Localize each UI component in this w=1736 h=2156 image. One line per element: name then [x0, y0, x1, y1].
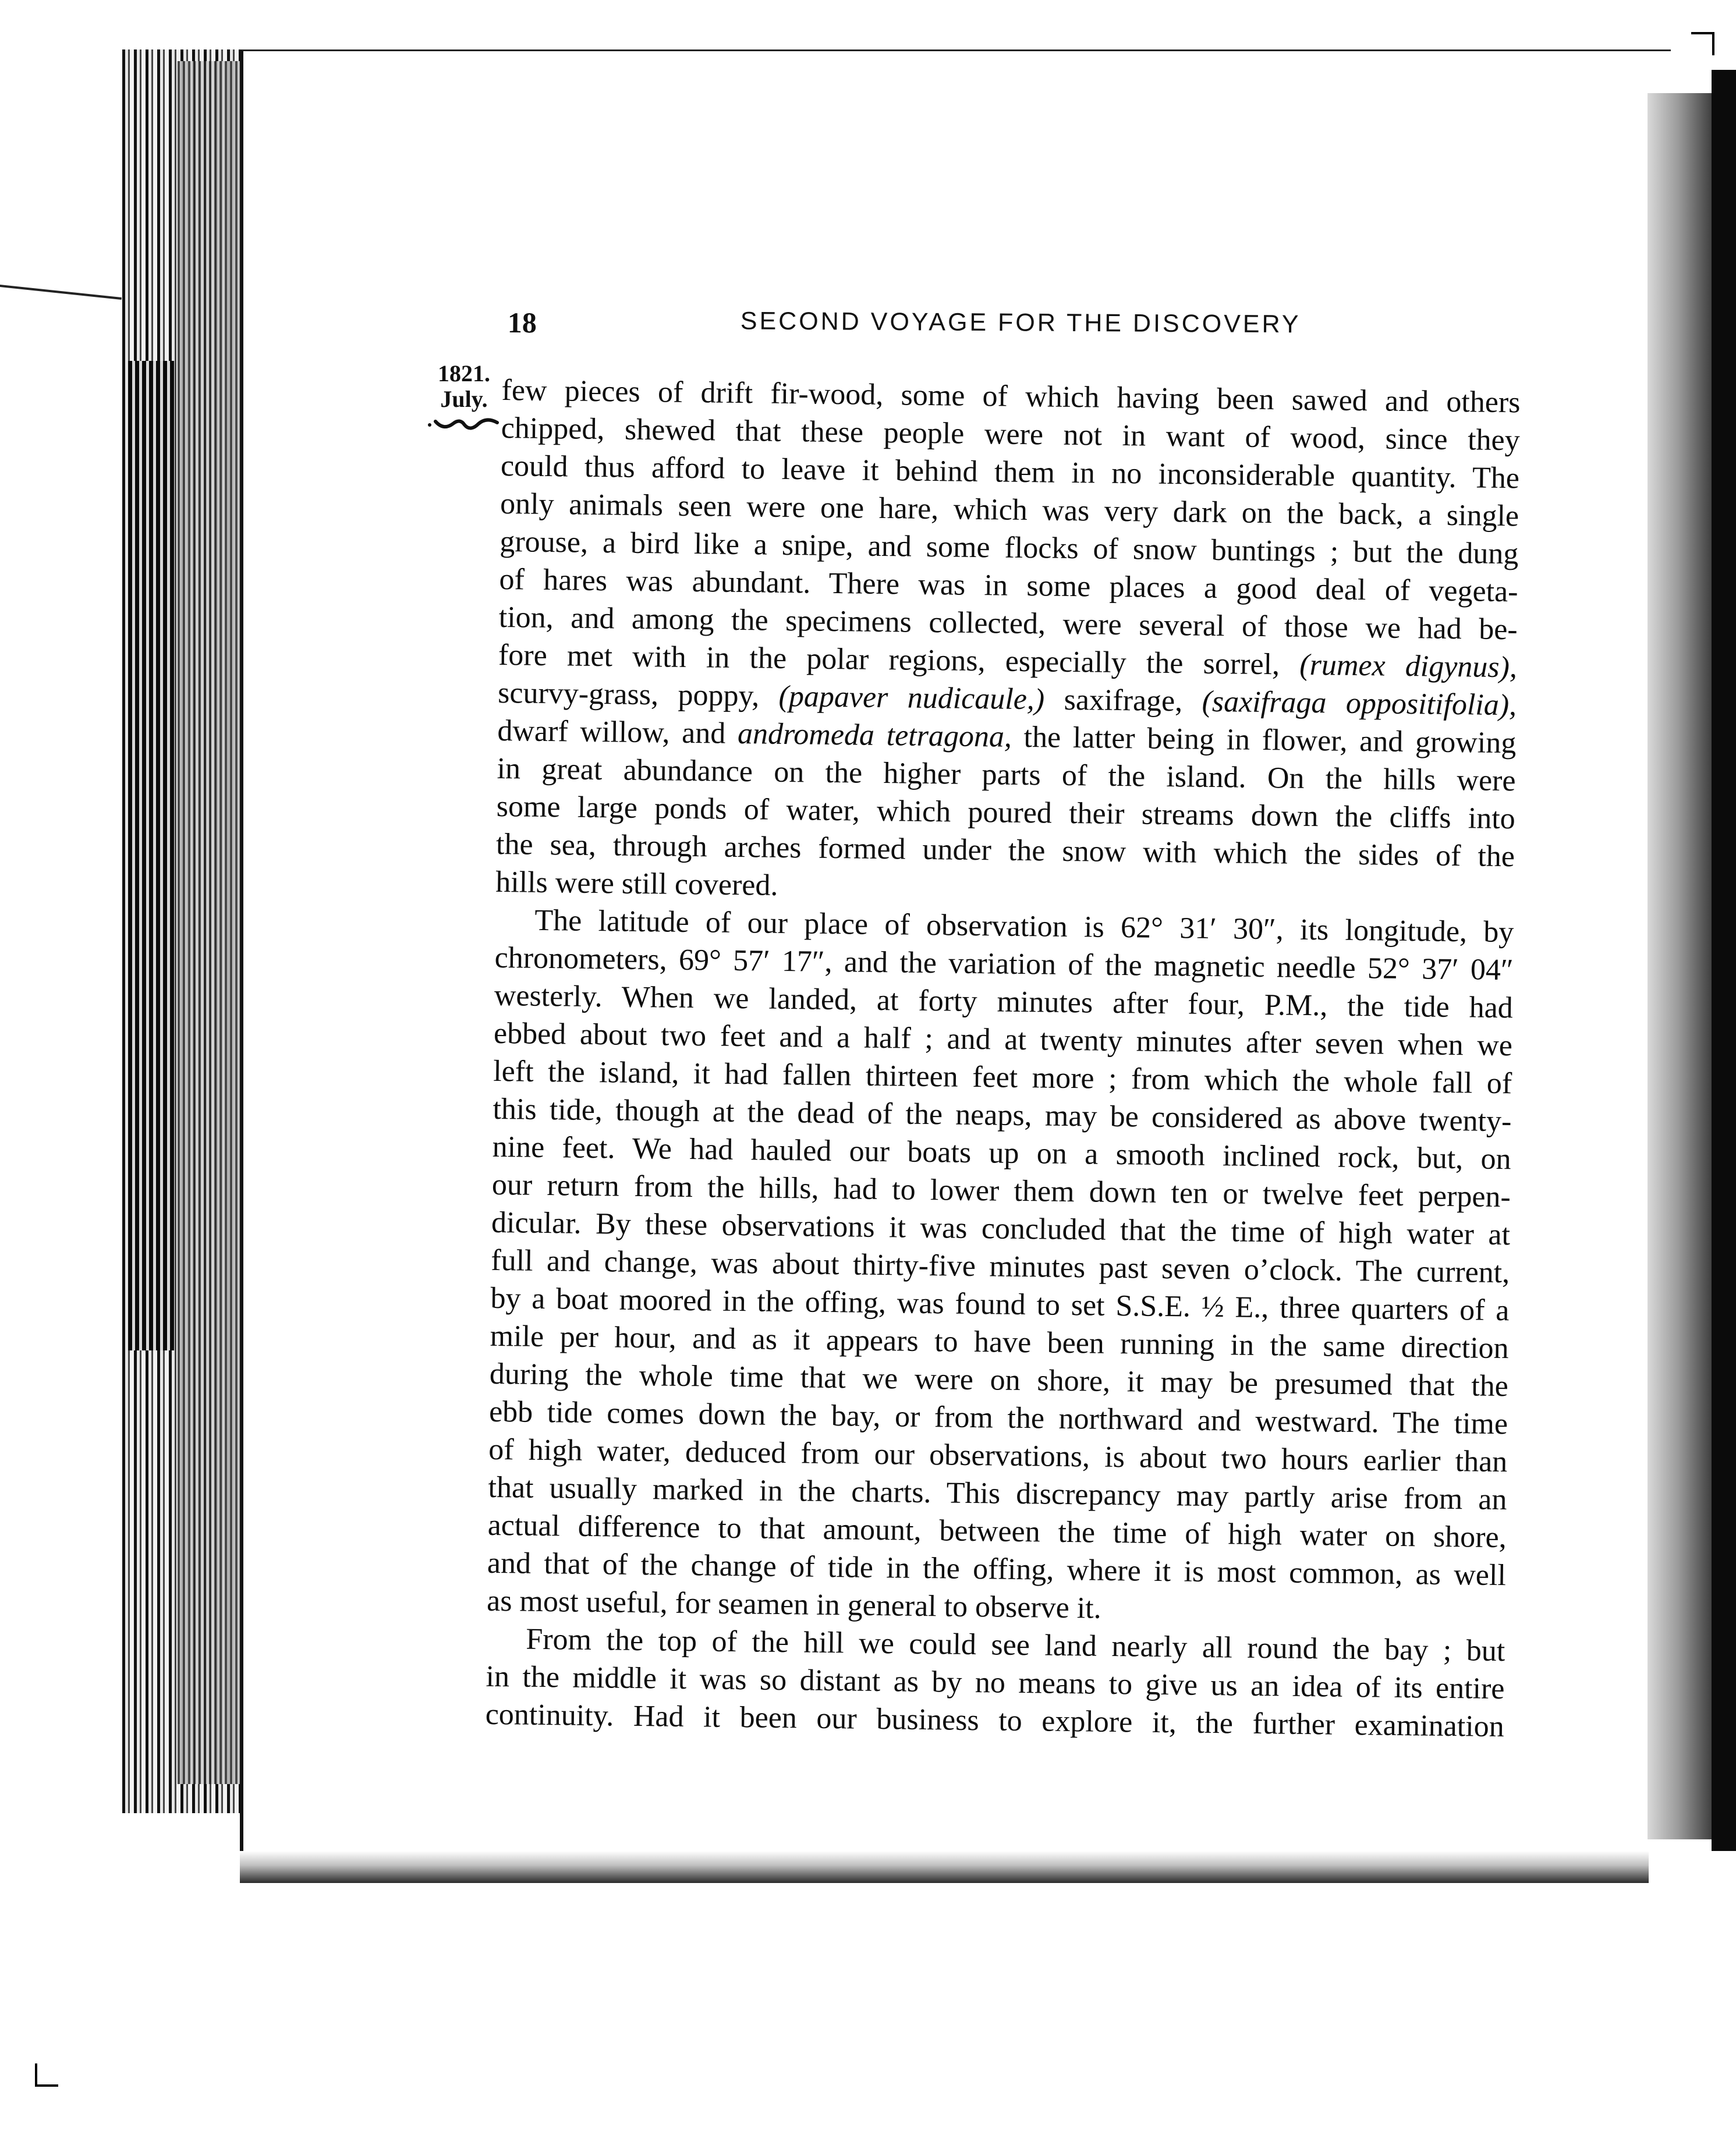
- crop-mark-bottom-left: [35, 2063, 58, 2087]
- text-line: only animals seen were one hare, which was very dark on the back, a single: [499, 487, 1519, 533]
- text-line: hills were still covered.: [495, 865, 778, 902]
- margin-month: July.: [440, 386, 488, 412]
- text-line: that usually marked in the charts. This discrepancy may partly arise from an: [488, 1470, 1507, 1517]
- text-line: From the top of the hill we could see land nearly all round the bay ; but: [526, 1622, 1505, 1668]
- crop-mark-top-right: [1691, 32, 1714, 55]
- running-head: [508, 306, 1491, 352]
- text-line: of high water, deduced from our observations, is about two hours earlier than: [488, 1432, 1508, 1479]
- text-fragment: dwarf willow, and: [497, 714, 726, 750]
- text-line: mile per hour, and as it appears to have been running in the same direction: [490, 1319, 1509, 1366]
- text-line: westerly. When we landed, at forty minutes after four, P.M., the tide had: [494, 978, 1514, 1025]
- italic-species-name: (rumex digynus),: [1299, 648, 1518, 685]
- body-text: [485, 371, 1520, 1746]
- text-line: by a boat moored in the offing, was found to set S.S.E. ½ E., three quarters of a: [490, 1281, 1510, 1328]
- marginal-date-note: [420, 361, 508, 444]
- facing-page-edge: [1712, 70, 1736, 1851]
- page-edge-dark-band: [128, 361, 175, 1350]
- italic-species-name: (papaver nudicaule,): [778, 679, 1045, 717]
- text-line: and that of the change of tide in the offing, where it is most common, as well: [487, 1546, 1507, 1593]
- text-line: in great abundance on the higher parts of the island. On the hills were: [497, 751, 1516, 798]
- text-line: continuity. Had it been our business to explore it, the further examination: [485, 1697, 1505, 1744]
- text-line: of hares was abundant. There was in some places a good deal of vegeta-: [499, 562, 1518, 609]
- text-line: during the whole time that we were on shore, it may be presumed that the: [489, 1357, 1509, 1403]
- text-line: actual difference to that amount, between the time of high water on shore,: [487, 1508, 1507, 1555]
- text-fragment: saxifrage,: [1064, 683, 1183, 718]
- text-line: some large ponds of water, which poured their streams down the cliffs into: [496, 789, 1516, 836]
- text-line: could thus afford to leave it behind them in no inconsiderable quantity. The: [500, 449, 1520, 495]
- text-fragment: scurvy-grass, poppy,: [497, 676, 760, 713]
- text-line: full and change, was about thirty-five minutes past seven o’clock. The current,: [490, 1243, 1510, 1290]
- text-line: our return from the hills, had to lower them down ten or twelve feet perpen-: [491, 1168, 1511, 1214]
- text-line: chronometers, 69° 57′ 17″, and the variation of the magnetic needle 52° 37′ 04″: [494, 941, 1514, 987]
- text-line: dicular. By these observations it was concluded that the time of high water at: [491, 1205, 1511, 1252]
- margin-year: 1821.: [438, 360, 490, 386]
- text-line: chipped, shewed that these people were not in want of wood, since they: [501, 411, 1521, 458]
- text-line: The latitude of our place of observation is 62° 31′ 30″, its longitude, by: [534, 903, 1514, 949]
- italic-species-name: (saxifraga oppositifolia),: [1202, 685, 1517, 722]
- text-fragment: the latter being in flower, and growing: [1023, 721, 1517, 760]
- italic-species-name: andromeda tetragona,: [737, 717, 1012, 754]
- running-title: SECOND VOYAGE FOR THE DISCOVERY: [740, 307, 1301, 339]
- text-line: tion, and among the specimens collected, were several of those we had be-: [498, 600, 1518, 647]
- page-number: 18: [507, 306, 537, 339]
- text-line: nine feet. We had hauled our boats up on a smooth inclined rock, but, on: [492, 1130, 1511, 1176]
- text-fragment: fore met with in the polar regions, especially the sorrel,: [498, 638, 1280, 682]
- text-line: the sea, through arches formed under the snow with which the sides of the: [495, 827, 1515, 874]
- page-edge-shading: [178, 61, 242, 1784]
- page-bottom-edge: [240, 1851, 1649, 1883]
- text-line: left the island, it had fallen thirteen feet more ; from which the whole fall of: [493, 1054, 1512, 1101]
- text-line: few pieces of drift fir-wood, some of which having been sawed and others: [501, 373, 1521, 420]
- text-line: as most useful, for seamen in general to observe it.: [486, 1584, 1102, 1625]
- text-line: ebbed about two feet and a half ; and at twenty minutes after seven when we: [493, 1016, 1513, 1063]
- brace-ornament-icon: [420, 413, 508, 444]
- text-line: grouse, a bird like a snipe, and some flocks of snow buntings ; but the dung: [499, 524, 1519, 571]
- text-line: ebb tide comes down the bay, or from the northward and westward. The time: [488, 1395, 1508, 1441]
- stray-scan-mark: [0, 284, 122, 300]
- text-line: in the middle it was so distant as by no means to give us an idea of its entire: [486, 1659, 1505, 1706]
- text-line: this tide, though at the dead of the neaps, may be considered as above twenty-: [493, 1092, 1512, 1139]
